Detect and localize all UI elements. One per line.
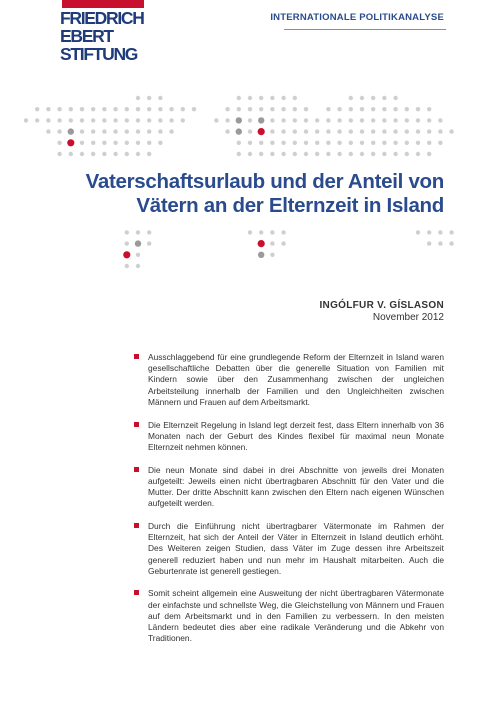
map-dot <box>349 96 353 100</box>
map-dot <box>136 107 140 111</box>
map-dot <box>270 118 274 122</box>
map-dot <box>192 107 196 111</box>
bullet-item <box>134 588 444 644</box>
map-dot <box>416 129 420 133</box>
map-dot <box>393 152 397 156</box>
map-dot <box>281 118 285 122</box>
map-dot <box>80 118 84 122</box>
map-dot <box>449 129 453 133</box>
map-dot <box>293 152 297 156</box>
map-dot <box>393 118 397 122</box>
map-dot <box>304 129 308 133</box>
bullet-item <box>134 521 444 577</box>
map-dot <box>293 118 297 122</box>
map-dot <box>214 118 218 122</box>
map-dot <box>382 107 386 111</box>
map-dot <box>337 118 341 122</box>
map-dot <box>416 141 420 145</box>
map-dot <box>258 117 264 123</box>
map-dot <box>427 107 431 111</box>
map-dot <box>46 129 50 133</box>
map-dot <box>360 118 364 122</box>
map-dot <box>371 152 375 156</box>
map-dot <box>438 241 442 245</box>
map-dot <box>136 264 140 268</box>
map-dot <box>136 141 140 145</box>
series-divider <box>284 29 446 30</box>
map-dot <box>281 241 285 245</box>
map-dot <box>237 107 241 111</box>
map-dot <box>449 241 453 245</box>
map-dot <box>315 141 319 145</box>
logo-line-2: EBERT <box>60 26 113 46</box>
map-dot <box>326 152 330 156</box>
map-dot <box>360 96 364 100</box>
map-dot <box>293 141 297 145</box>
map-dot <box>438 118 442 122</box>
author: INGÓLFUR V. GÍSLASON <box>319 300 444 311</box>
map-dot <box>416 118 420 122</box>
map-dot <box>46 107 50 111</box>
map-dot <box>416 107 420 111</box>
map-dot <box>136 253 140 257</box>
map-dot <box>382 118 386 122</box>
map-dot <box>57 118 61 122</box>
map-dot <box>113 118 117 122</box>
map-dot <box>382 129 386 133</box>
map-dot <box>281 107 285 111</box>
map-dot <box>259 96 263 100</box>
map-dot <box>169 107 173 111</box>
map-dot <box>35 118 39 122</box>
map-dot <box>371 141 375 145</box>
map-dot <box>91 118 95 122</box>
map-dot <box>304 152 308 156</box>
map-dot <box>136 96 140 100</box>
title-line-2: Vätern an der Elternzeit in Island <box>136 194 444 217</box>
map-dot <box>270 230 274 234</box>
map-dot <box>181 107 185 111</box>
map-dot <box>125 152 129 156</box>
map-dot <box>225 107 229 111</box>
map-dot <box>315 118 319 122</box>
map-dot <box>125 241 129 245</box>
publication-date: November 2012 <box>372 312 444 323</box>
map-dot <box>371 96 375 100</box>
bullet-text: Ausschlaggebend für eine grundlegende Reform der Elternzeit in Island waren gesellschaftliche Debatten über die generelle Situation von Familien mit Kindern sowie über den Zusammenhang zwischen der ungleichen Arbeitsteilung innerhalb der Familien und den Ungleichheiten zwischen Männern und Frauen auf dem Arbeitsmarkt. <box>148 352 444 407</box>
map-dot <box>371 129 375 133</box>
map-dot <box>393 96 397 100</box>
map-dot <box>125 107 129 111</box>
map-dot <box>24 118 28 122</box>
map-dot <box>349 107 353 111</box>
map-dot <box>304 107 308 111</box>
bullet-item <box>134 465 444 510</box>
bullet-square-icon <box>134 354 139 359</box>
map-dot <box>405 152 409 156</box>
map-dot <box>270 107 274 111</box>
map-dot <box>80 141 84 145</box>
map-dot <box>125 264 129 268</box>
map-dot <box>393 107 397 111</box>
map-dot <box>248 96 252 100</box>
map-dot <box>248 118 252 122</box>
map-dot-highlight <box>258 240 265 247</box>
map-dot <box>393 129 397 133</box>
document-title <box>0 170 444 218</box>
map-dot <box>248 152 252 156</box>
map-dot <box>259 230 263 234</box>
map-dot <box>293 96 297 100</box>
map-dot <box>427 141 431 145</box>
map-dot <box>158 107 162 111</box>
bullet-square-icon <box>134 590 139 595</box>
map-dot <box>405 107 409 111</box>
map-dot <box>91 129 95 133</box>
map-dot <box>147 152 151 156</box>
map-dot <box>427 230 431 234</box>
map-dot <box>125 230 129 234</box>
map-dot <box>416 230 420 234</box>
map-dot <box>258 252 264 258</box>
bullet-text: Die neun Monate sind dabei in drei Abschnitte von jeweils drei Monaten aufgeteilt: Jeweils einen nicht übertragbaren Abschnitt für den Vater und die Mutter. Der dritte Abschnitt kann zwischen den Eltern nach eigenen Wünschen aufgeteilt werden. <box>148 464 444 509</box>
map-dot <box>237 96 241 100</box>
map-dot <box>304 118 308 122</box>
map-dot <box>136 230 140 234</box>
map-dot <box>147 118 151 122</box>
map-dot <box>91 141 95 145</box>
map-dot <box>326 129 330 133</box>
map-dot <box>236 128 242 134</box>
map-dot <box>326 141 330 145</box>
map-dot <box>360 152 364 156</box>
map-dot <box>147 129 151 133</box>
bullet-text: Somit scheint allgemein eine Ausweitung der nicht übertragbaren Vätermonate der einfachste und schnellste Weg, die Gleichstellung von Männern und Frauen auf dem Arbeitsmarkt und in den Familien zu verbessern. In den meisten Ländern bedeutet dies aber eine radikale Veränderung und die Abkehr von Traditionen. <box>148 588 444 644</box>
map-dot <box>427 118 431 122</box>
map-dot <box>125 129 129 133</box>
map-dot <box>57 107 61 111</box>
map-dot <box>382 141 386 145</box>
map-dot <box>281 230 285 234</box>
map-dot <box>349 129 353 133</box>
map-dot <box>248 107 252 111</box>
map-dot <box>113 107 117 111</box>
map-dot <box>125 141 129 145</box>
map-dot <box>102 152 106 156</box>
map-dot <box>270 253 274 257</box>
map-dot <box>427 241 431 245</box>
map-dot <box>91 152 95 156</box>
map-dot <box>405 118 409 122</box>
map-dot <box>136 129 140 133</box>
map-dot <box>91 107 95 111</box>
map-dot <box>304 141 308 145</box>
bullet-item <box>134 420 444 454</box>
map-dot <box>80 107 84 111</box>
map-dot <box>416 152 420 156</box>
map-dot-highlight <box>123 251 130 258</box>
map-dot <box>270 129 274 133</box>
map-dot <box>293 129 297 133</box>
map-dot <box>136 118 140 122</box>
map-dot <box>281 141 285 145</box>
map-dot-highlight <box>67 139 74 146</box>
map-dot <box>315 152 319 156</box>
map-dot <box>57 129 61 133</box>
map-dot <box>326 118 330 122</box>
bullet-square-icon <box>134 467 139 472</box>
map-dot <box>136 152 140 156</box>
map-dot <box>237 141 241 145</box>
map-dot <box>57 152 61 156</box>
map-dot <box>360 129 364 133</box>
map-dot <box>147 96 151 100</box>
logo-line-3: STIFTUNG <box>60 44 138 64</box>
map-dot <box>248 141 252 145</box>
map-dot <box>405 129 409 133</box>
map-dot <box>102 118 106 122</box>
map-dot <box>69 107 73 111</box>
map-dot <box>405 141 409 145</box>
map-dot <box>158 129 162 133</box>
map-dot <box>68 128 74 134</box>
map-dot <box>147 107 151 111</box>
map-dot <box>360 141 364 145</box>
map-dot <box>113 141 117 145</box>
map-dot <box>349 152 353 156</box>
map-dot <box>169 118 173 122</box>
map-dot <box>169 129 173 133</box>
map-dot <box>270 141 274 145</box>
map-dot <box>57 141 61 145</box>
map-dot <box>281 129 285 133</box>
bullet-text: Durch die Einführung nicht übertragbarer Vätermonate im Rahmen der Elternzeit, hat sich der Anteil der Väter in Elternzeit in Island deutlich erhöht. Des Weiteren zeigen Studien, dass Väter im Zuge dessen ihre Arbeitszeit generell reduziert haben und nun mehr im Haushalt mitarbeiten. Auch die Geburtenrate ist generell gestiegen. <box>148 520 444 576</box>
map-dot <box>349 141 353 145</box>
map-dot <box>371 118 375 122</box>
map-dot <box>270 96 274 100</box>
map-dot <box>281 152 285 156</box>
map-dot <box>113 152 117 156</box>
map-dot <box>102 107 106 111</box>
bullet-text: Die Elternzeit Regelung in Island legt derzeit fest, dass Eltern innerhalb von 36 Monaten nach der Geburt des Kindes flexibel für maximal neun Monate Elternzeit nehmen können. <box>148 419 444 452</box>
logo-red-bar <box>62 0 144 8</box>
map-dot <box>349 118 353 122</box>
map-dot <box>147 241 151 245</box>
map-dot <box>337 129 341 133</box>
map-dot <box>259 107 263 111</box>
bullet-square-icon <box>134 422 139 427</box>
map-dot <box>371 107 375 111</box>
map-dot <box>259 141 263 145</box>
map-dot <box>248 230 252 234</box>
map-dot <box>337 107 341 111</box>
map-dot <box>147 141 151 145</box>
map-dot <box>259 152 263 156</box>
map-dot <box>69 152 73 156</box>
logo-line-1: FRIEDRICH <box>60 8 144 28</box>
map-dot <box>337 152 341 156</box>
map-dot <box>427 152 431 156</box>
map-dot <box>158 96 162 100</box>
map-dot <box>382 96 386 100</box>
map-dot <box>248 129 252 133</box>
map-dot <box>69 118 73 122</box>
map-dot <box>438 129 442 133</box>
map-dot <box>113 129 117 133</box>
map-dot <box>438 230 442 234</box>
map-dot <box>293 107 297 111</box>
summary-bullets <box>134 352 444 656</box>
map-dot <box>393 141 397 145</box>
map-dot <box>225 118 229 122</box>
map-dot <box>236 117 242 123</box>
map-dot <box>80 152 84 156</box>
map-dot <box>158 141 162 145</box>
map-dot <box>315 129 319 133</box>
map-dot <box>102 141 106 145</box>
map-dot <box>225 129 229 133</box>
map-dot <box>360 107 364 111</box>
map-dot <box>125 118 129 122</box>
map-dot <box>237 152 241 156</box>
title-line-1: Vaterschaftsurlaub und der Anteil von <box>85 170 444 193</box>
map-dot <box>326 107 330 111</box>
bullet-item <box>134 352 444 408</box>
map-dot <box>147 230 151 234</box>
map-dot <box>449 230 453 234</box>
map-dot <box>35 107 39 111</box>
map-dot <box>80 129 84 133</box>
map-dot <box>135 240 141 246</box>
map-dot <box>270 241 274 245</box>
map-dot <box>181 118 185 122</box>
map-dot <box>427 129 431 133</box>
map-dot <box>438 141 442 145</box>
fes-logo <box>60 9 150 63</box>
map-dot <box>281 96 285 100</box>
map-dot-highlight <box>258 128 265 135</box>
map-dot <box>270 152 274 156</box>
map-dot <box>382 152 386 156</box>
series-label: INTERNATIONALE POLITIKANALYSE <box>270 12 444 23</box>
map-dot <box>46 118 50 122</box>
bullet-square-icon <box>134 523 139 528</box>
map-dot <box>337 141 341 145</box>
map-dot <box>158 118 162 122</box>
map-dot <box>102 129 106 133</box>
